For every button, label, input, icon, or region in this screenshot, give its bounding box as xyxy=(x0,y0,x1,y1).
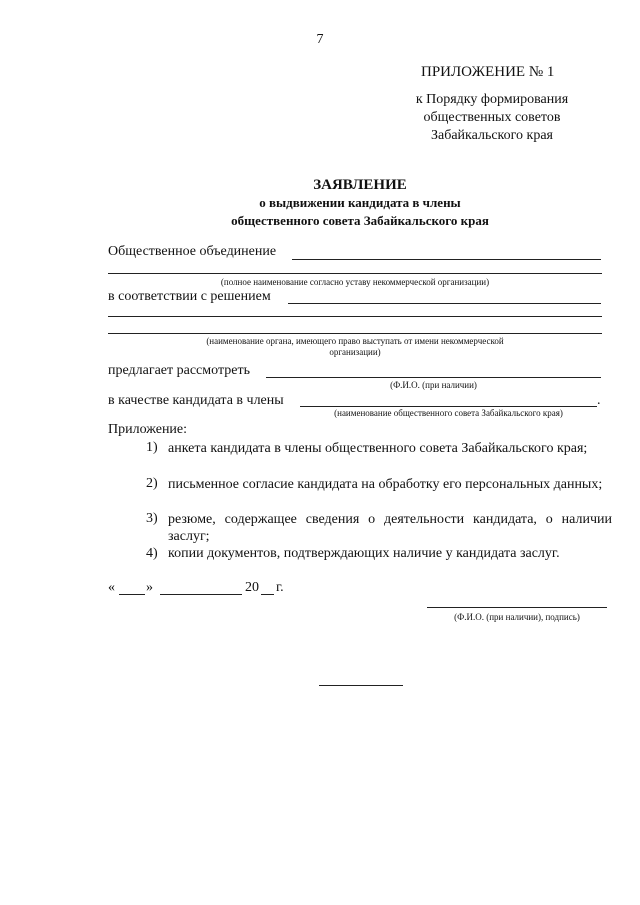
candidate-period: . xyxy=(597,393,601,408)
appendix-line-2: общественных советов xyxy=(423,110,561,125)
attachment-text-2: письменное согласие кандидата на обработку его персональных данных; xyxy=(168,477,603,492)
appendix-line-3: Забайкальского края xyxy=(430,128,553,143)
date-year-prefix: 20 xyxy=(245,580,259,595)
appendix-block xyxy=(395,62,605,82)
heading-subtitle-2: общественного совета Забайкальского края xyxy=(231,213,489,228)
heading-block xyxy=(40,176,640,230)
appendix-line-1: к Порядку формирования xyxy=(415,92,569,107)
appendix-title: ПРИЛОЖЕНИЕ № 1 xyxy=(421,64,555,80)
candidate-hint: (наименование общественного совета Забайкальского края) xyxy=(334,408,563,418)
date-day-field[interactable] xyxy=(119,594,145,595)
decision-hint-block xyxy=(108,336,602,358)
propose-label: предлагает рассмотреть xyxy=(108,363,250,378)
org-hint: (полное наименование согласно уставу некоммерческой организации) xyxy=(220,277,490,287)
date-year-field[interactable] xyxy=(261,594,274,595)
org-name-field[interactable] xyxy=(292,259,601,260)
decision-label: в соответствии с решением xyxy=(108,289,271,304)
attachment-text-1: анкета кандидата в члены общественного совета Забайкальского края; xyxy=(168,441,588,456)
heading-subtitle-1: о выдвижении кандидата в члены xyxy=(259,195,461,210)
candidate-label: в качестве кандидата в члены xyxy=(108,393,284,408)
attachment-number-4: 4) xyxy=(146,546,158,561)
decision-field-line-2[interactable] xyxy=(108,316,602,317)
date-close-quote: » xyxy=(146,580,153,595)
org-name-field-line-2[interactable] xyxy=(108,273,602,274)
appendix-reference xyxy=(388,91,596,145)
closing-divider xyxy=(319,685,403,686)
attachment-text-4: копии документов, подтверждающих наличие у кандидата заслуг. xyxy=(168,546,560,561)
date-year-suffix: г. xyxy=(276,580,284,595)
attachment-number-2: 2) xyxy=(146,476,158,491)
attachment-number-1: 1) xyxy=(146,440,158,455)
org-label: Общественное объединение xyxy=(108,244,277,259)
decision-field[interactable] xyxy=(288,303,601,304)
decision-field-line-3[interactable] xyxy=(108,333,602,334)
page-number: 7 xyxy=(316,32,324,47)
heading-title: ЗАЯВЛЕНИЕ xyxy=(313,177,407,193)
attachment-number-3: 3) xyxy=(146,511,158,526)
candidate-name-field[interactable] xyxy=(266,377,601,378)
attachment-text-3: резюме, содержащее сведения о деятельности кандидата, о наличии заслуг; xyxy=(168,512,612,544)
attachments-label: Приложение: xyxy=(108,422,188,437)
date-month-field[interactable] xyxy=(160,594,242,595)
signature-field[interactable] xyxy=(427,607,607,608)
decision-hint-1: (наименование органа, имеющего право выступать от имени некоммерческой xyxy=(206,336,504,346)
propose-hint: (Ф.И.О. (при наличии) xyxy=(390,380,477,390)
signature-hint: (Ф.И.О. (при наличии), подпись) xyxy=(454,612,580,622)
council-name-field[interactable] xyxy=(300,406,597,407)
date-open-quote: « xyxy=(108,580,115,595)
decision-hint-2: организации) xyxy=(329,347,381,357)
